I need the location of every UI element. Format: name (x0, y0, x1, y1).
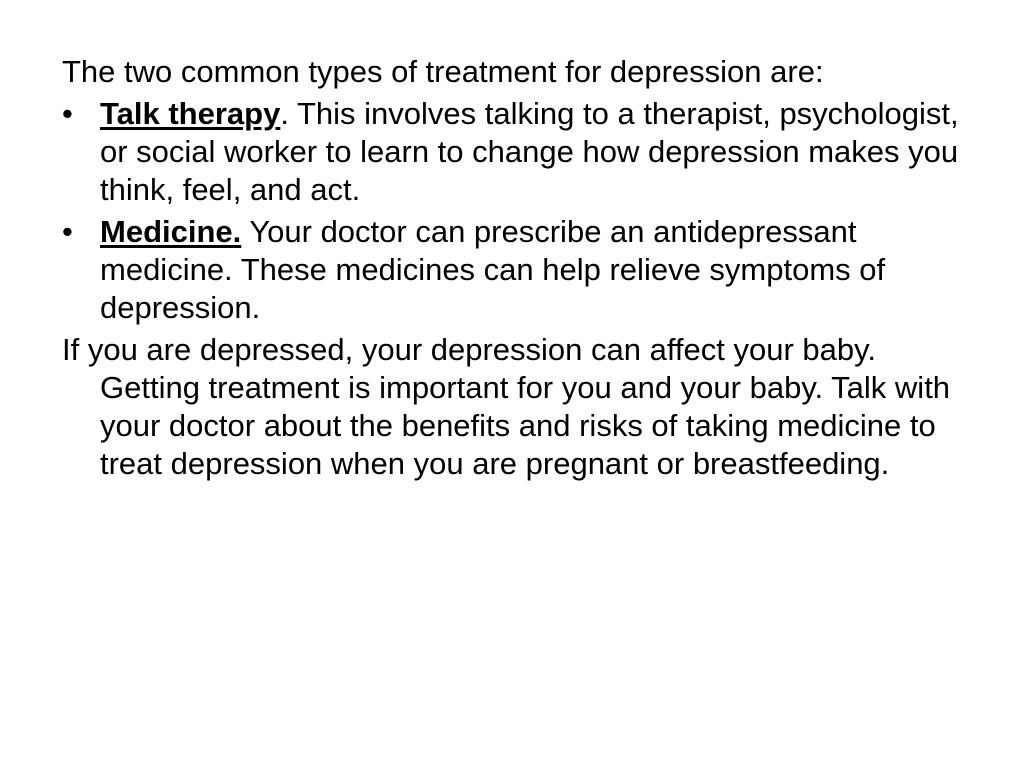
bullet-term: Medicine. (100, 214, 242, 249)
slide-body (62, 53, 982, 487)
bullet-icon: • (62, 214, 73, 249)
bullet-text: . This involves talking to a therapist, psychologist, or social worker to learn to change how depression makes you think, feel, and act. (100, 96, 959, 207)
bullet-term: Talk therapy (100, 96, 281, 131)
bullet-icon: • (62, 96, 73, 131)
intro-paragraph: The two common types of treatment for depression are: (62, 54, 824, 89)
bullet-item-talk-therapy (62, 95, 982, 209)
bullet-item-medicine (62, 213, 982, 327)
bullet-text: Your doctor can prescribe an antidepressant medicine. These medicines can help relieve symptoms of depression. (100, 214, 886, 325)
closing-paragraph: If you are depressed, your depression can affect your baby. Getting treatment is important for you and your baby. Talk with your doctor about the benefits and risks of taking medicine to treat depression when you are pregnant or breastfeeding. (62, 332, 951, 481)
